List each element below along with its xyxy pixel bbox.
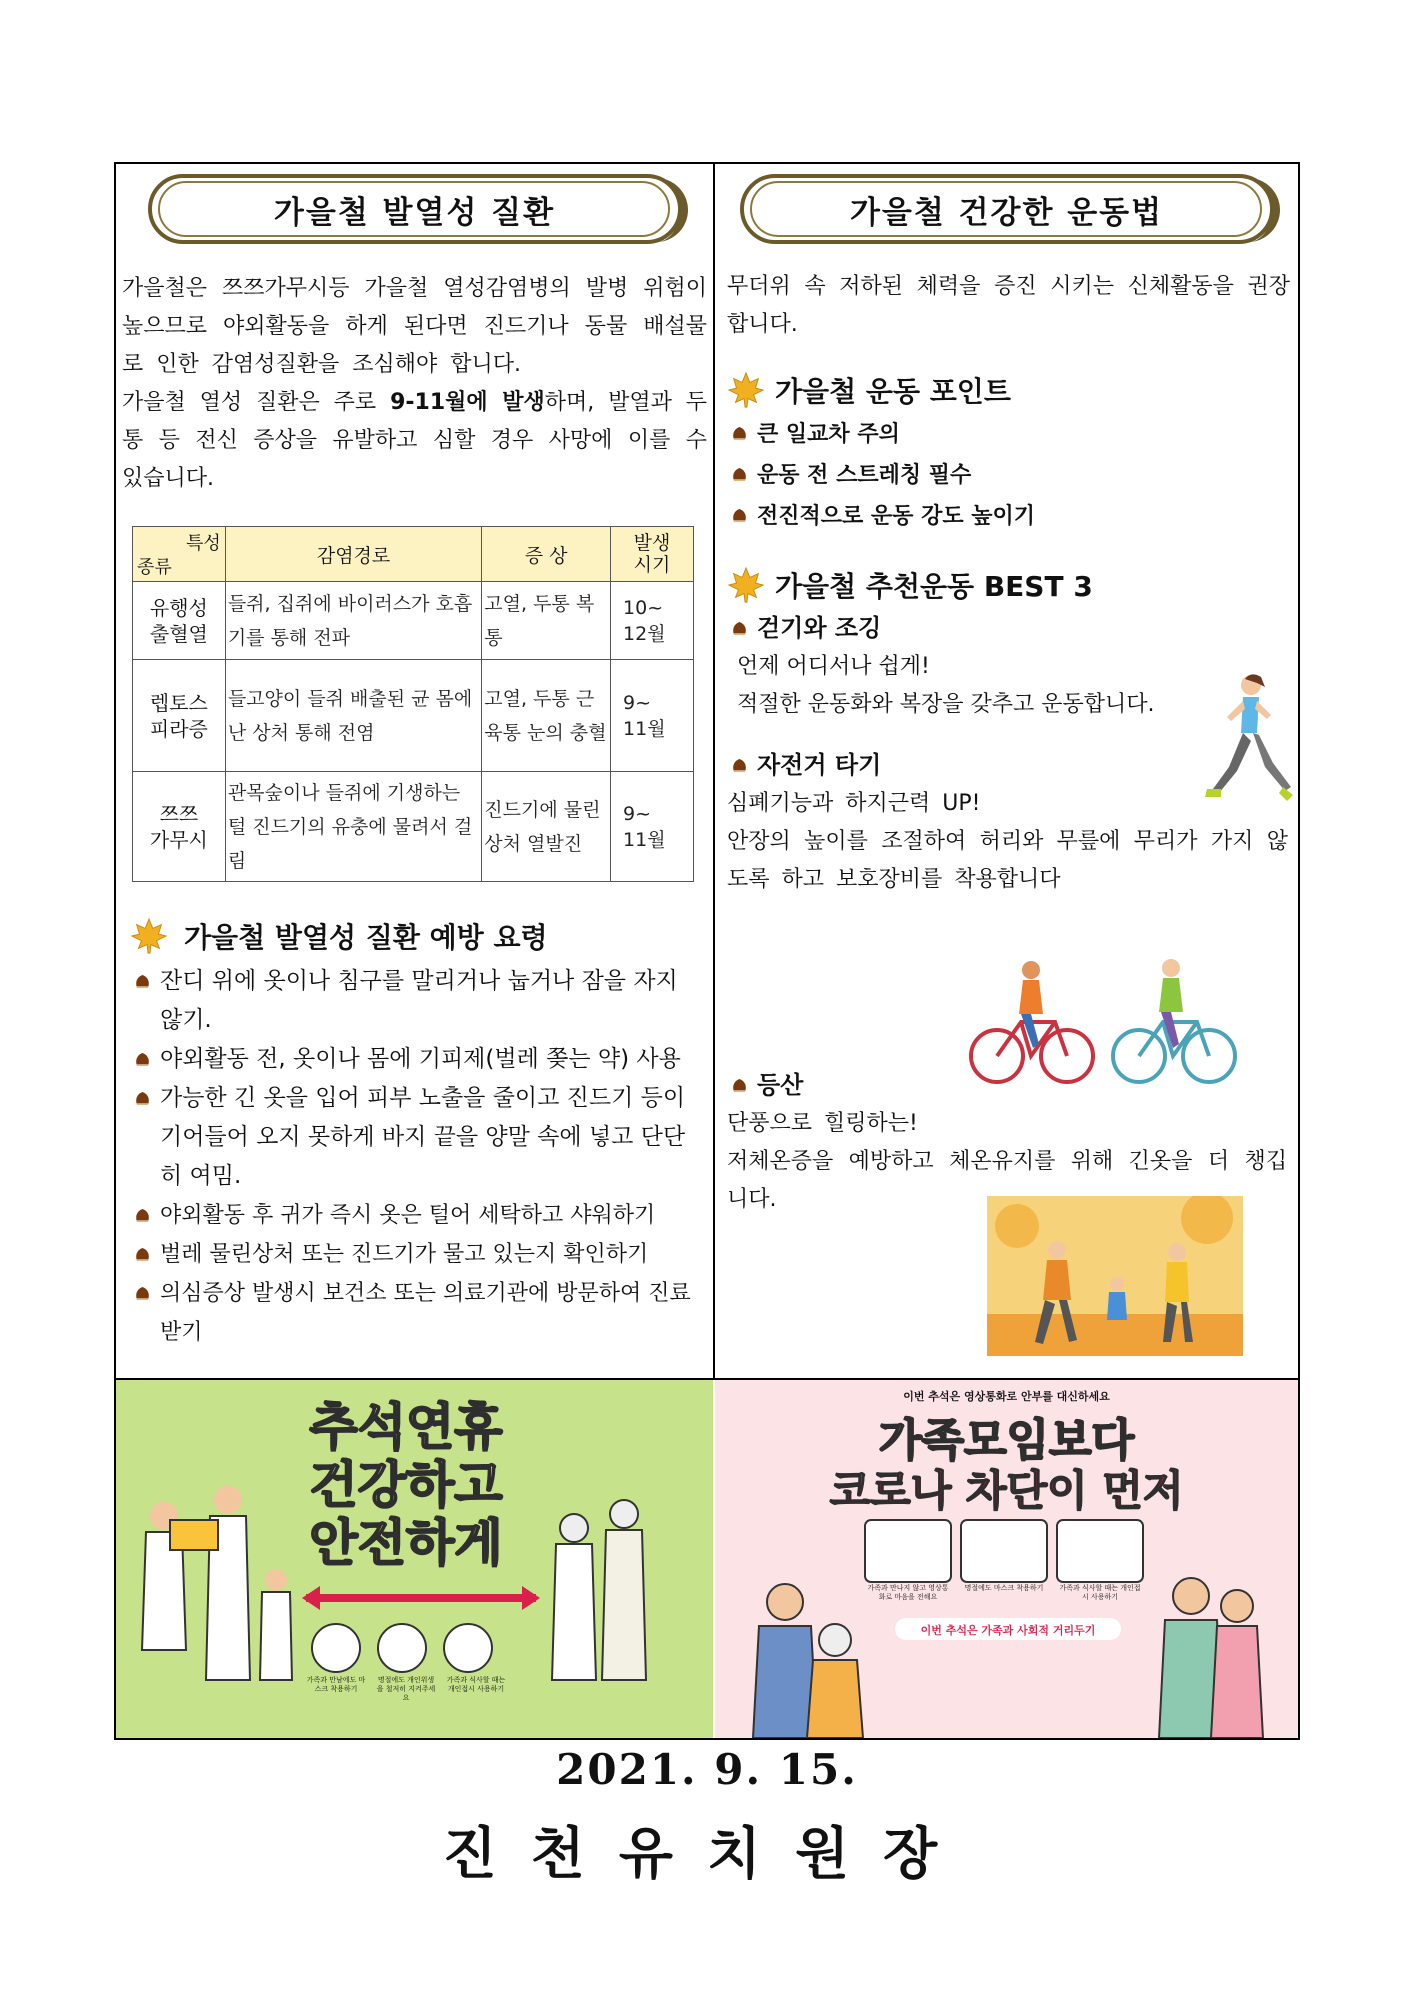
list-item: 잔디 위에 옷이나 침구를 말리거나 눕거나 잠을 자지 않기. [130, 962, 695, 1040]
exercise-name: 걷기와 조깅 [727, 609, 1298, 648]
disease-name: 렙토스 피라증 [133, 660, 226, 772]
season-highlight: 9-11월에 발생 [390, 390, 545, 415]
maple-leaf-icon [727, 371, 765, 409]
header-symptom: 증 상 [482, 527, 611, 582]
poster-right-banner: 이번 추석은 가족과 사회적 거리두기 [920, 1624, 1096, 1637]
table-corner-cell: 특성 종류 [133, 527, 226, 582]
table-row [133, 772, 694, 882]
points-list [727, 414, 1298, 537]
prevention-heading [130, 916, 713, 956]
poster-caption: 명절에도 마스크 착용하기 [964, 1584, 1044, 1592]
table-row [133, 660, 694, 772]
best-title: 가을철 추천운동 BEST 3 [775, 570, 1093, 603]
disease-symptom: 고열, 두통 근육통 눈의 충혈 [482, 660, 611, 772]
chestnut-bullet-icon [134, 1091, 151, 1106]
left-intro-2: 가을철 열성 질환은 주로 9-11월에 발생하며, 발열과 두통 등 전신 증상을 유발하고 심할 경우 사망에 이를 수 있습니다. [122, 390, 707, 491]
chuseok-safety-poster [116, 1380, 713, 1738]
points-title: 가을철 운동 포인트 [775, 375, 1011, 408]
best-heading [727, 565, 1298, 605]
list-item: 벌레 물린상처 또는 진드기가 물고 있는지 확인하기 [130, 1235, 695, 1274]
chestnut-bullet-icon [134, 1286, 151, 1301]
right-title: 가을철 건강한 운동법 [849, 194, 1164, 231]
list-item: 가능한 긴 옷을 입어 피부 노출을 줄이고 진드기 등이 기어들어 오지 못하게 바지 끝을 양말 속에 넣고 단단히 여밈. [130, 1079, 695, 1196]
list-item: 전진적으로 운동 강도 높이기 [727, 496, 1298, 537]
signature: 진천유치원장 [442, 1822, 972, 1887]
exercise-cycling [727, 746, 1298, 899]
left-column [116, 164, 713, 1352]
poster-caption: 가족과 식사할 때는 개인접시 사용하기 [446, 1676, 506, 1693]
chestnut-bullet-icon [134, 1247, 151, 1262]
prevention-list [130, 962, 695, 1352]
list-item: 의심증상 발생시 보건소 또는 의료기관에 방문하여 진료 받기 [130, 1274, 695, 1352]
list-item: 야외활동 후 귀가 즉시 옷은 털어 세탁하고 샤워하기 [130, 1196, 695, 1235]
disease-route: 들쥐, 집쥐에 바이러스가 호흡기를 통해 전파 [225, 582, 481, 660]
chestnut-bullet-icon [731, 508, 748, 523]
left-intro [122, 270, 707, 498]
poster-caption: 가족과 만나지 않고 영상통화로 마음을 전해요 [867, 1584, 949, 1601]
poster-right-title-1: 가족모임보다 [878, 1415, 1135, 1466]
exercise-line: 단풍으로 힐링하는! [727, 1111, 918, 1136]
poster-left-captions [306, 1676, 506, 1703]
exercise-line: 저체온증을 예방하고 체온유지를 위해 긴옷을 더 챙깁니다. [727, 1149, 1287, 1212]
table-header-row [133, 527, 694, 582]
left-intro-1: 가을철은 쯔쯔가무시등 가을철 열성감염병의 발병 위험이 높으므로 야외활동을 하게 된다면 진드기나 동물 배설물로 인한 감염성질환을 조심해야 합니다. [122, 276, 707, 377]
header-route: 감염경로 [225, 527, 481, 582]
chestnut-bullet-icon [134, 974, 151, 989]
chestnut-bullet-icon [731, 621, 748, 636]
exercise-line: 적절한 운동화와 복장을 갖추고 운동합니다. [737, 692, 1155, 717]
poster-right-captions [865, 1584, 1143, 1602]
chestnut-bullet-icon [731, 1078, 748, 1093]
chestnut-bullet-icon [731, 426, 748, 441]
chestnut-bullet-icon [134, 1052, 151, 1067]
prevention-title: 가을철 발열성 질환 예방 요령 [184, 921, 548, 954]
disease-route: 관목숲이나 들쥐에 기생하는 털 진드기의 유충에 물려서 걸림 [225, 772, 481, 882]
right-title-banner [740, 174, 1274, 244]
table-row [133, 582, 694, 660]
list-item: 큰 일교차 주의 [727, 414, 1298, 455]
maple-leaf-icon [727, 566, 765, 604]
maple-leaf-icon [130, 917, 168, 955]
poster-caption: 가족과 만남에도 마스크 착용하기 [306, 1676, 366, 1693]
disease-table [132, 526, 694, 882]
exercise-line: 언제 어디서나 쉽게! [737, 654, 930, 679]
poster-right-note: 이번 추석은 영상통화로 안부를 대신하세요 [903, 1390, 1110, 1403]
header-time: 발생 시기 [611, 527, 694, 582]
corona-prevention-poster [715, 1380, 1298, 1738]
points-heading [727, 370, 1298, 410]
chestnut-bullet-icon [134, 1208, 151, 1223]
exercise-name: 자전거 타기 [727, 746, 1298, 785]
disease-name: 유행성 출혈열 [133, 582, 226, 660]
disease-symptom: 고열, 두통 복통 [482, 582, 611, 660]
poster-caption: 가족과 식사할 때는 개인접시 사용하기 [1059, 1584, 1141, 1601]
right-column [715, 164, 1298, 1212]
exercise-name: 등산 [727, 1066, 1287, 1105]
exercise-line: 안장의 높이를 조절하여 허리와 무릎에 무리가 가지 않도록 하고 보호장비를 착용합니다 [727, 829, 1288, 892]
disease-symptom: 진드기에 물린 상처 열발진 [482, 772, 611, 882]
poster-right-title-2: 코로나 차단이 먼저 [829, 1466, 1184, 1515]
left-title-banner [148, 174, 682, 244]
poster-right-art [715, 1380, 1298, 1738]
poster-caption: 명절에도 개인위생을 철저히 지켜주세요 [376, 1676, 436, 1702]
poster-left-title: 추석연휴 건강하고 안전하게 [309, 1398, 503, 1572]
exercise-line: 심폐기능과 하지근력 UP! [727, 791, 981, 816]
left-title: 가을철 발열성 질환 [273, 194, 556, 231]
hiking-family-illustration [987, 1196, 1243, 1356]
right-intro: 무더위 속 저하된 체력을 증진 시키는 신체활동을 권장합니다. [727, 274, 1290, 337]
chestnut-bullet-icon [731, 758, 748, 773]
exercise-walking [727, 609, 1298, 724]
disease-time: 9~ 11월 [611, 660, 694, 772]
issue-date: 2021. 9. 15. [556, 1745, 858, 1794]
disease-time: 10~ 12월 [611, 582, 694, 660]
disease-route: 들고양이 들쥐 배출된 균 몸에 난 상처 통해 전염 [225, 660, 481, 772]
list-item: 야외활동 전, 옷이나 몸에 기피제(벌레 쫒는 약) 사용 [130, 1040, 695, 1079]
list-item: 운동 전 스트레칭 필수 [727, 455, 1298, 496]
disease-name: 쯔쯔 가무시 [133, 772, 226, 882]
disease-time: 9~ 11월 [611, 772, 694, 882]
chestnut-bullet-icon [731, 467, 748, 482]
